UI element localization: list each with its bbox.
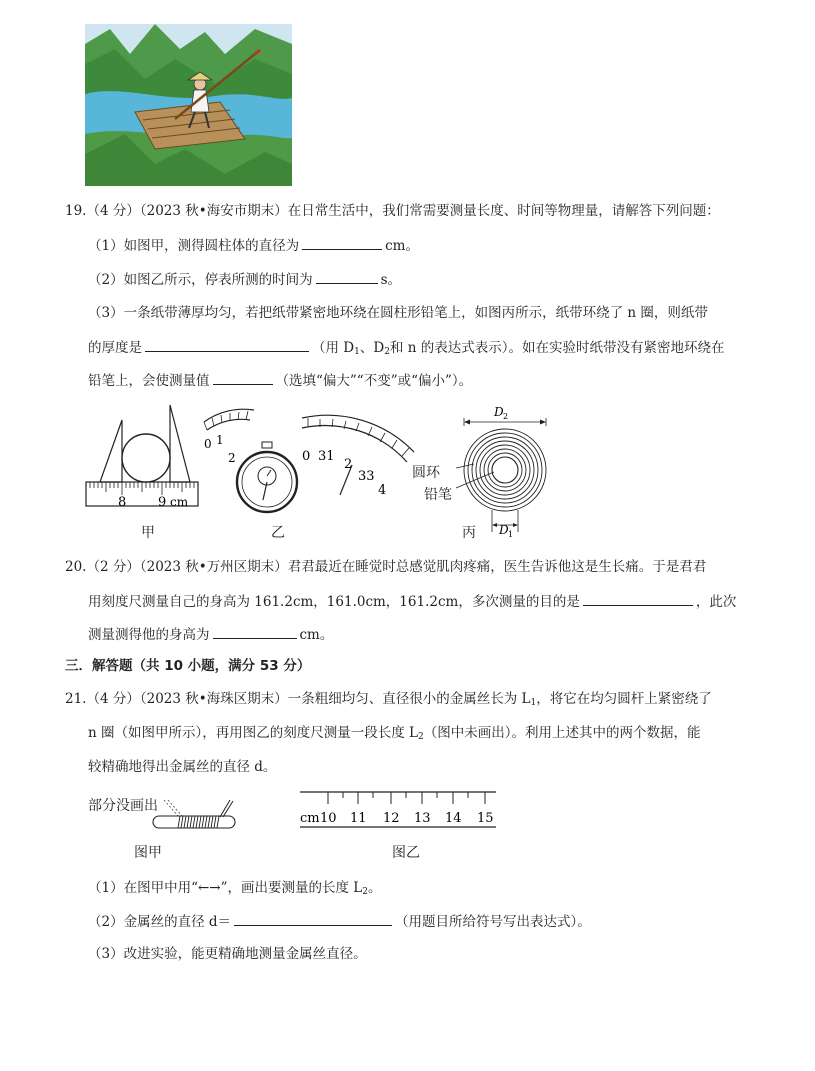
q21-text-c: n 圈（如图甲所示），再用图乙的刻度尺测量一段长度 L [88,725,418,741]
raft-illustration [85,24,292,186]
q19-part3-text-b: （用 D [312,340,355,356]
stopwatch-small-0: 0 [204,437,212,451]
q19-part3-text-f: （选填“偏大”“不变”或“偏小”）。 [275,373,473,389]
q19-part2-text: （2）如图乙所示，停表所测的时间为 [88,272,313,288]
ruler-tick-10: 10 [320,811,337,826]
q21-part2-end: （用题目所给符号写出表达式）。 [395,914,591,930]
section-3-heading: 三．解答题（共 10 小题，满分 53 分） [65,658,311,674]
ruler-tick-13: 13 [414,811,431,826]
q19-part1-unit: cm。 [385,238,419,254]
q21-text-b: ，将它在均匀圆杆上紧密绕了 [536,691,712,707]
stopwatch-large-31: 31 [318,449,335,464]
stopwatch-small-1: 1 [216,433,224,447]
subscript: 2 [362,887,369,897]
ruler-unit: cm [300,811,320,826]
q20-text-a: 用刻度尺测量自己的身高为 161.2cm，161.0cm，161.2cm，多次测量的目的是 [88,594,580,610]
q21-part1-text: （1）在图甲中用“←→”，画出要测量的长度 L [88,880,363,896]
q21-part2-text: （2）金属丝的直径 d＝ [88,914,232,930]
d2-sub: 2 [503,412,509,421]
figure-yi [204,409,414,512]
q21-line2 [88,723,700,747]
stopwatch-large-33: 33 [358,469,375,484]
jia-tick-9: 9 [158,495,167,510]
jia-unit: cm [170,495,189,509]
caption-jia: 甲 [141,525,155,541]
figure-jia [86,405,198,510]
d2-label: D [494,405,504,419]
figure-21-ruler [298,788,498,830]
q19-part1-text: （1）如图甲，测得圆柱体的直径为 [88,238,300,254]
answer-blank[interactable] [213,624,297,639]
figure-21-jia [150,796,240,832]
ruler-tick-11: 11 [350,811,367,826]
answer-blank[interactable] [145,337,309,352]
fig21-note: 部分没画出 [88,798,158,814]
q21-line3: 较精确地得出金属丝的直径 d。 [88,759,277,775]
q19-part3-text-d: 和 n 的表达式表示）。如在实验时纸带没有紧密地环绕在 [389,340,725,356]
answer-blank[interactable] [316,269,378,284]
q20-text-b: ，此次 [695,594,737,610]
caption-fig21-jia: 图甲 [134,845,162,861]
pencil-label: 铅笔 [424,487,452,503]
figure-bing [456,405,546,539]
d1-sub: 1 [508,530,514,539]
ruler-tick-15: 15 [477,811,494,826]
answer-blank[interactable] [213,370,273,385]
q21-part1-end: 。 [368,880,382,896]
q20-text-d: cm。 [299,627,334,643]
subscript: 2 [384,347,390,357]
q19-part3-line2 [88,337,724,362]
stopwatch-small-2: 2 [228,451,236,465]
q21-part3: （3）改进实验，能更精确地测量金属丝直径。 [88,946,367,962]
q19-part3-line1: （3）一条纸带薄厚均匀，若把纸带紧密地环绕在圆柱形铅笔上，如图丙所示，纸带环绕了 n 圈，则纸带 [88,305,708,321]
ruler-tick-12: 12 [383,811,400,826]
q21-text-a: 21.（4 分）（2023 秋•海珠区期末）一条粗细均匀、直径很小的金属丝长为 L [65,691,531,707]
q21-part1 [88,878,382,902]
q19-part3-text-c: 、D [359,340,385,356]
caption-fig21-yi: 图乙 [392,845,420,861]
stopwatch-large-4: 4 [378,483,387,498]
q20-line2 [88,591,736,612]
ring-label: 圆环 [412,465,440,481]
d1-label: D [499,523,509,537]
figure-19 [82,400,552,542]
subscript: 2 [418,732,424,742]
q21-text-d: （图中未画出）。利用上述其中的两个数据，能 [423,725,701,741]
q19-part2 [88,269,401,290]
q21-line1 [65,689,712,713]
q19-stem: 19.（4 分）（2023 秋•海安市期末）在日常生活中，我们常需要测量长度、时间等物理量，请解答下列问题： [65,203,720,219]
q19-part3-text-a: 的厚度是 [88,340,142,356]
q19-part3-text-e: 铅笔上，会使测量值 [88,373,210,389]
subscript: 1 [530,698,537,708]
answer-blank[interactable] [302,235,382,250]
q21-part2 [88,911,591,932]
q20-line1: 20.（2 分）（2023 秋•万州区期末）君君最近在睡觉时总感觉肌肉疼痛，医生告诉他这是生长痛。于是君君 [65,559,707,575]
q19-part2-unit: s。 [380,272,402,288]
answer-blank[interactable] [234,911,392,926]
q19-part3-line3 [88,370,472,391]
caption-yi: 乙 [271,525,285,541]
q20-text-c: 测量测得他的身高为 [88,627,210,643]
stopwatch-large-0: 0 [302,449,311,464]
subscript: 1 [354,347,360,357]
q19-part1 [88,235,419,256]
caption-bing: 丙 [462,525,476,541]
q20-line3 [88,624,333,645]
stopwatch-large-2: 2 [344,457,353,472]
answer-blank[interactable] [583,591,693,606]
jia-tick-8: 8 [118,495,127,510]
ruler-tick-14: 14 [445,811,462,826]
